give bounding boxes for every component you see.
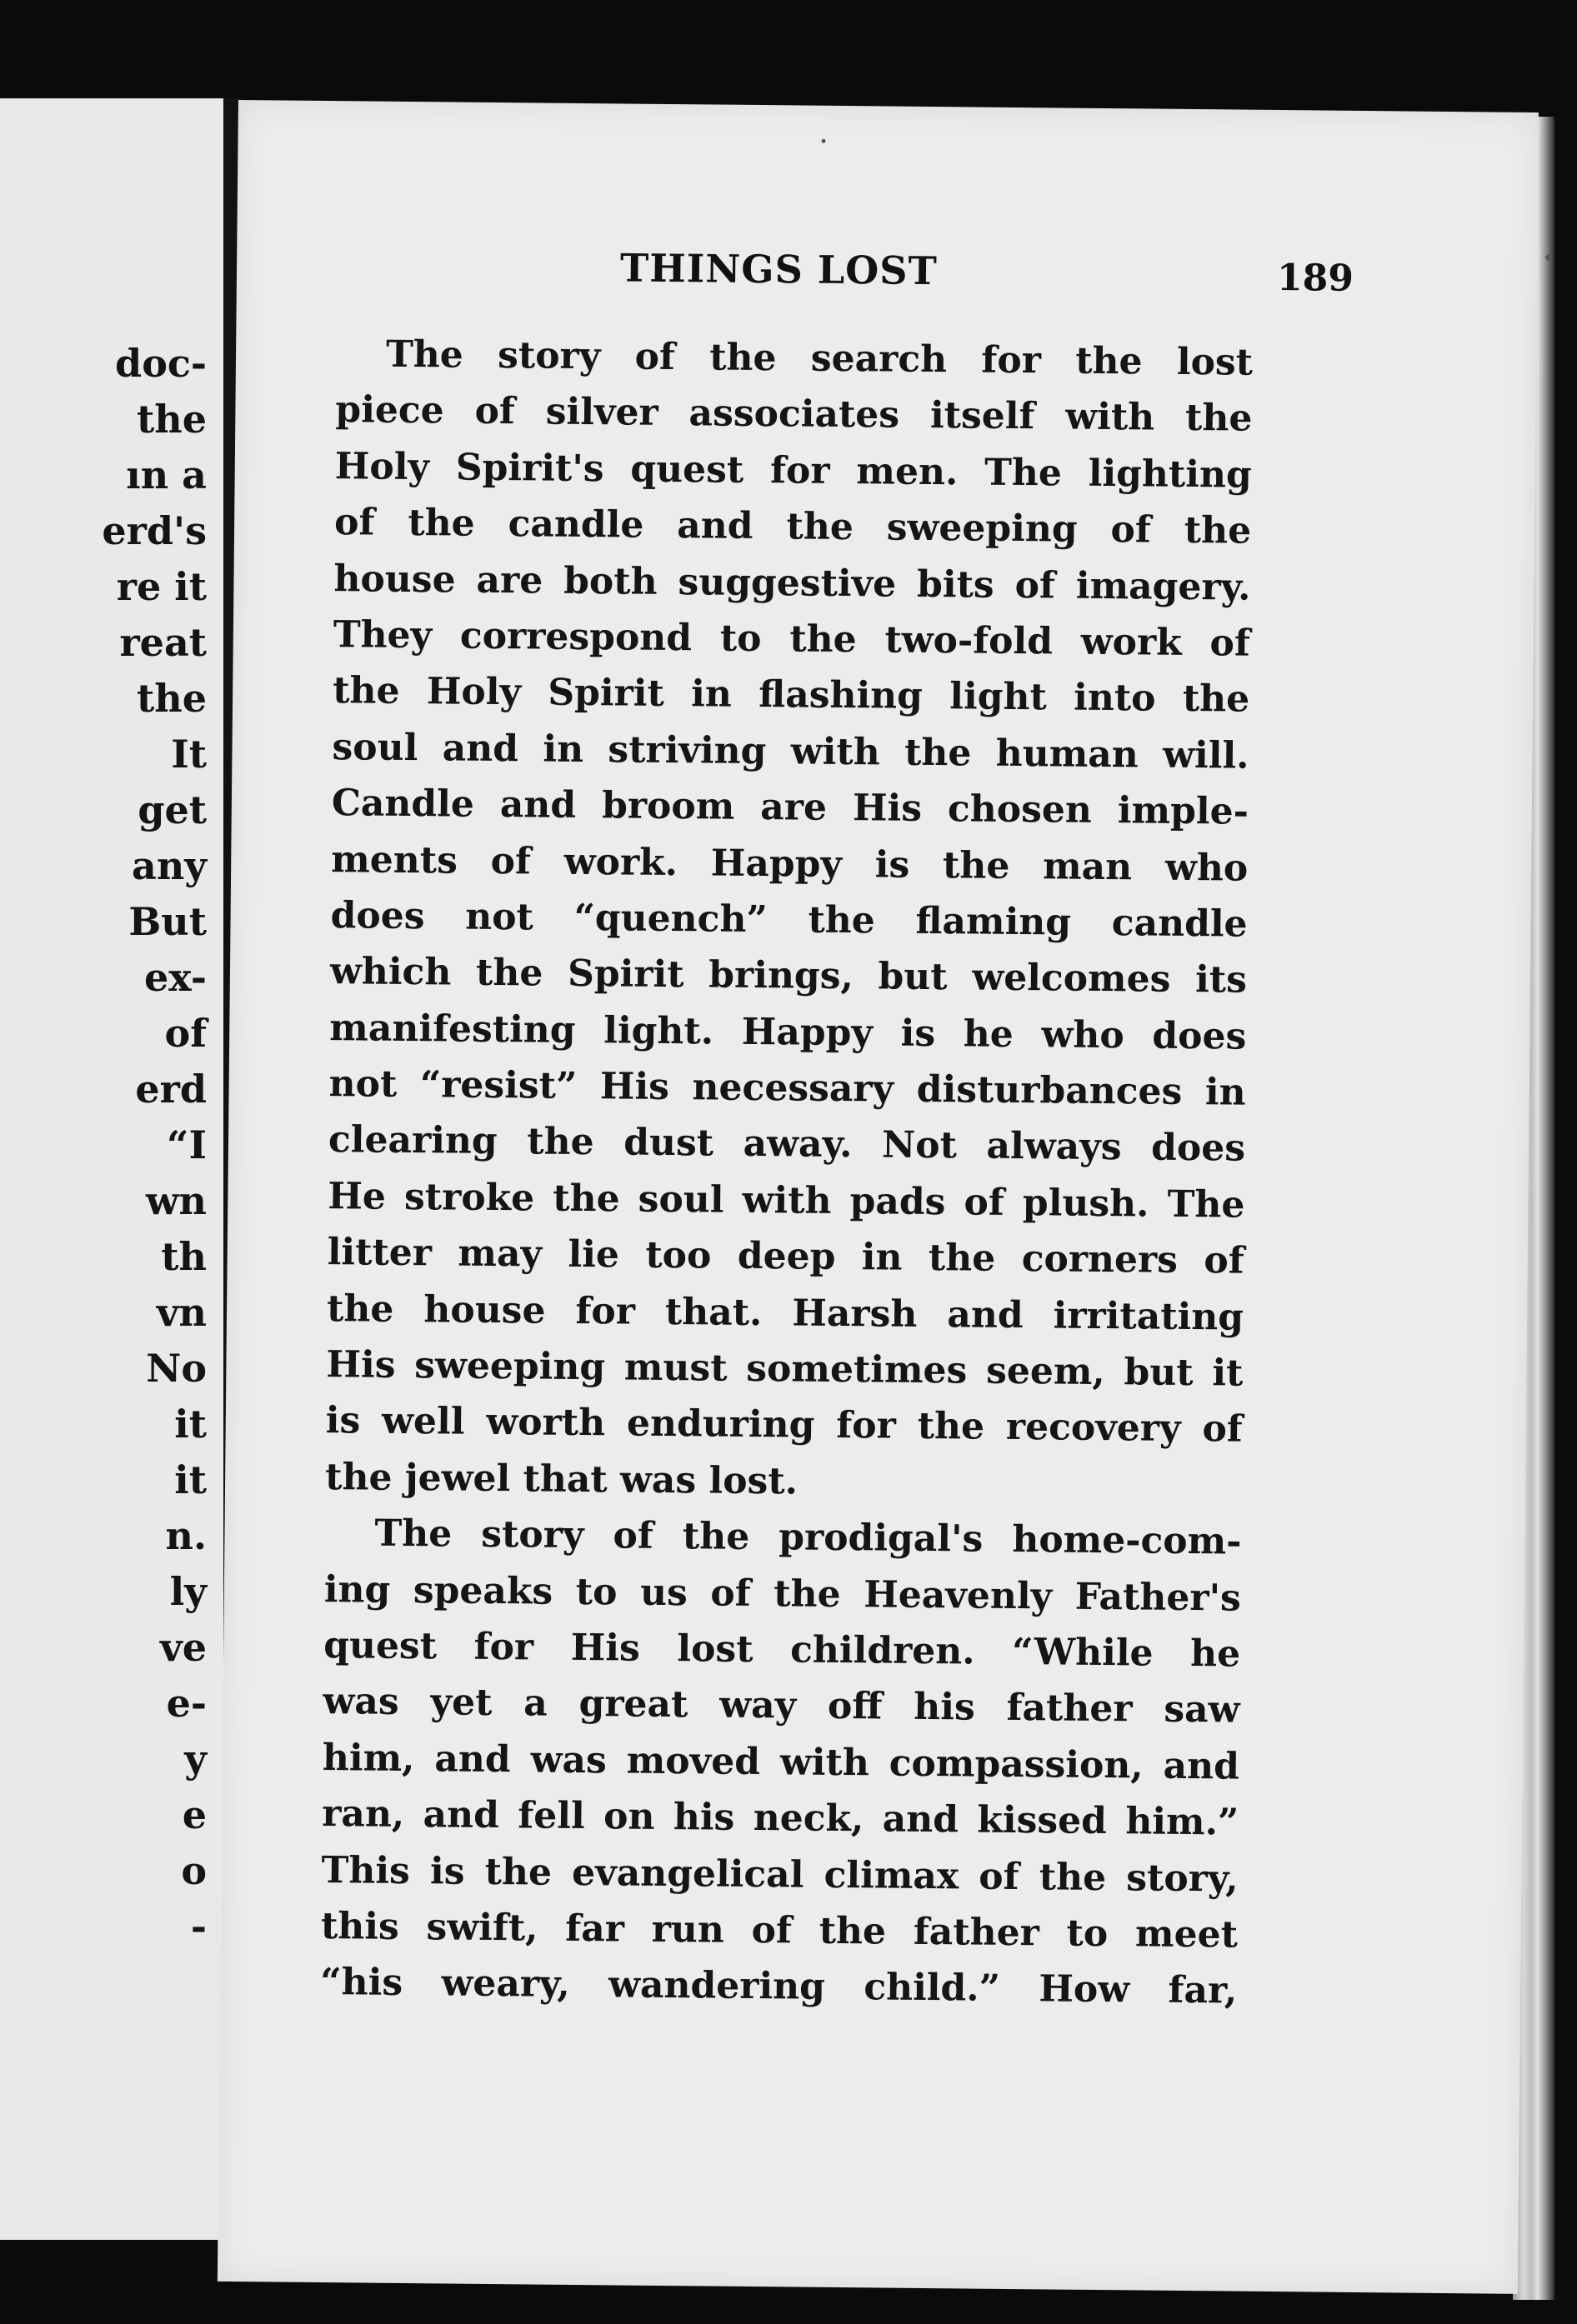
text-line: manifesting light. Happy is he who does	[329, 1006, 1247, 1058]
text-line: piece of silver associates itself with the	[335, 388, 1253, 441]
left-line: reat	[119, 620, 207, 665]
text-line: him, and was moved with compassion, and	[322, 1736, 1240, 1788]
page-number: 189	[1276, 256, 1354, 300]
left-line: No	[146, 1346, 207, 1391]
text-line: was yet a great way off his father saw	[323, 1680, 1240, 1732]
left-line: erd's	[102, 508, 207, 553]
left-line: it	[174, 1457, 207, 1502]
left-line: it	[174, 1402, 207, 1447]
text-line: does not “quench” the flaming candle	[330, 894, 1248, 946]
text-line: not “resist” His necessary disturbances in	[328, 1062, 1246, 1114]
text-line: is well worth enduring for the recovery of	[325, 1399, 1243, 1452]
page-content	[312, 242, 1495, 2012]
left-line: ın a	[126, 452, 207, 497]
left-line: any	[132, 843, 207, 888]
left-line: y	[184, 1737, 207, 1782]
body-text	[320, 326, 1503, 2022]
text-line: The story of the prodigal's home-com-	[374, 1512, 1242, 1563]
text-line: ran, and fell on his neck, and kissed him.”	[322, 1792, 1239, 1844]
left-page	[0, 98, 228, 2240]
left-line: -	[190, 1904, 207, 1949]
left-line: wn	[145, 1178, 207, 1223]
left-line: th	[161, 1234, 207, 1279]
text-line: litter may lie too deep in the corners of	[327, 1231, 1244, 1282]
left-line: But	[128, 899, 207, 944]
left-line: of	[164, 1011, 207, 1056]
left-line: ve	[160, 1625, 207, 1670]
text-line: ing speaks to us of the Heavenly Father's	[323, 1567, 1242, 1620]
left-line: ex-	[144, 955, 207, 1000]
left-line: the	[137, 676, 207, 721]
text-line: of the candle and the sweeping of the	[333, 501, 1252, 552]
text-line: His sweeping must sometimes seem, but it	[326, 1343, 1244, 1395]
left-line: the	[137, 397, 207, 442]
text-line: the house for that. Harsh and irritating	[326, 1287, 1244, 1339]
text-line: quest for His lost children. “While he	[323, 1624, 1241, 1676]
running-head	[328, 242, 1496, 320]
text-line: This is the evangelical climax of the story,	[321, 1848, 1239, 1901]
left-line: It	[171, 732, 207, 777]
text-line: Holy Spirit's quest for men. The lighting	[334, 444, 1252, 497]
text-line: The story of the search for the lost	[385, 332, 1254, 384]
text-line: clearing the dust away. Not always does	[328, 1118, 1246, 1171]
left-line: n.	[165, 1513, 207, 1558]
left-line: erd	[135, 1067, 207, 1112]
left-line: o	[181, 1848, 207, 1893]
left-line: “I	[167, 1122, 207, 1167]
running-title: THINGS LOST	[619, 245, 938, 294]
text-line: soul and in striving with the human will.	[332, 725, 1249, 777]
left-line: ly	[169, 1569, 207, 1614]
left-line: e	[182, 1792, 207, 1837]
text-line: He stroke the soul with pads of plush. The	[328, 1174, 1245, 1227]
text-line: house are both suggestive bits of imagery.	[333, 557, 1251, 609]
left-line: e-	[166, 1681, 207, 1726]
text-line: the Holy Spirit in flashing light into the	[332, 669, 1250, 722]
left-line: get	[138, 787, 207, 832]
left-line: doc-	[115, 341, 207, 386]
text-line: which the Spirit brings, but welcomes its	[329, 950, 1248, 1002]
right-page	[218, 100, 1539, 2294]
paragraph	[325, 326, 1504, 1517]
text-line: this swift, far run of the father to meet	[320, 1904, 1239, 1957]
paragraph	[320, 1505, 1492, 2022]
text-line: ments of work. Happy is the man who	[331, 837, 1249, 890]
text-line: “his weary, wandering child.” How far,	[320, 1961, 1238, 2012]
text-line: the jewel that was lost.	[324, 1455, 799, 1503]
speck	[1545, 254, 1552, 261]
left-line: re it	[116, 564, 207, 609]
text-line: They correspond to the two-fold work of	[333, 613, 1251, 665]
left-line: vn	[156, 1290, 207, 1335]
text-line: Candle and broom are His chosen imple-	[331, 782, 1249, 833]
left-page-text-column	[0, 336, 207, 1955]
speck	[822, 139, 826, 143]
